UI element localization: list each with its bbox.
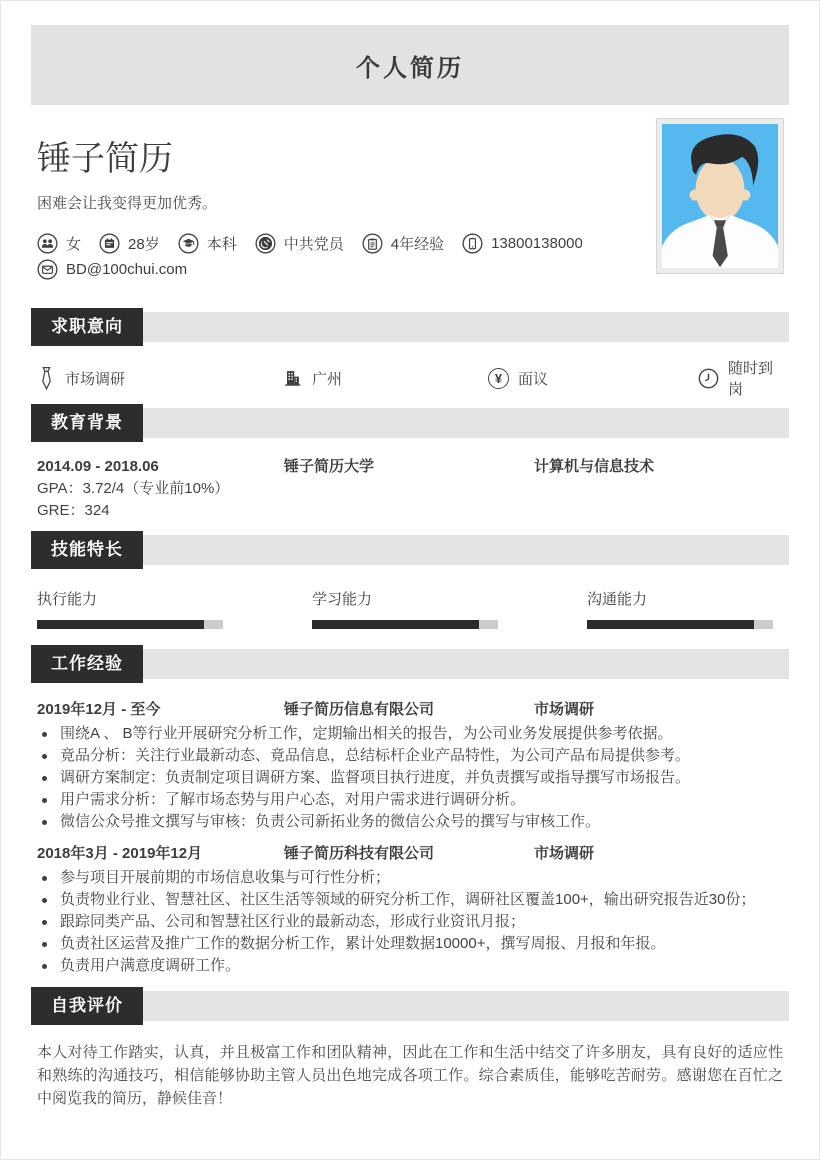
section-skills-header: [31, 531, 789, 569]
job-company: 锤子简历科技有限公司: [284, 845, 435, 862]
job-company: 锤子简历信息有限公司: [284, 701, 435, 718]
skill-bar-track: [312, 620, 498, 629]
job-period: 2019年12月 - 至今: [37, 701, 161, 718]
section-education: [31, 404, 789, 522]
section-evaluation: [31, 987, 789, 1110]
education-gre: GRE：324: [37, 502, 110, 519]
section-evaluation-title: 自我评价: [31, 987, 143, 1025]
skill-bar-fill: [587, 620, 754, 629]
section-intention-title: 求职意向: [31, 308, 143, 346]
info-age-value: 28岁: [128, 235, 160, 253]
section-evaluation-header: [31, 987, 789, 1025]
phone-icon: [462, 233, 483, 254]
intent-position-value: 市场调研: [65, 370, 126, 388]
job-entry-2: [31, 843, 789, 977]
job-headline: [37, 843, 783, 865]
section-header-tail: [143, 649, 789, 679]
intention-row: [31, 360, 789, 398]
info-experience: [362, 233, 444, 254]
job-bullet: 负责用户满意度调研工作。: [37, 955, 783, 977]
info-phone-value: 13800138000: [491, 234, 583, 252]
section-header-tail: [143, 312, 789, 342]
section-header-tail: [143, 991, 789, 1021]
info-party: [255, 233, 344, 254]
basic-info-row-1: [37, 232, 657, 254]
info-gender: [37, 233, 81, 254]
profile-section: [31, 139, 789, 284]
skills-row: [31, 589, 789, 629]
job-entry-1: [31, 699, 789, 833]
section-header-tail: [143, 535, 789, 565]
person-name: 锤子简历: [37, 140, 173, 178]
motto: 困难会让我变得更加优秀。: [37, 195, 218, 212]
section-education-title: 教育背景: [31, 404, 143, 442]
basic-info-row-2: [37, 258, 657, 280]
info-phone: [462, 233, 583, 254]
age-icon: [99, 233, 120, 254]
skill-label: 执行能力: [37, 591, 98, 608]
job-headline: [37, 699, 783, 721]
intent-position: [37, 366, 281, 390]
education-major: 计算机与信息技术: [534, 458, 655, 475]
skill-item: [37, 589, 223, 629]
skill-bar-track: [587, 620, 773, 629]
section-experience-title: 工作经验: [31, 645, 143, 683]
skill-label: 沟通能力: [587, 591, 648, 608]
education-entry: [31, 456, 789, 522]
job-bullet: 负责物业行业、智慧社区、社区生活等领域的研究分析工作，调研社区覆盖100+，输出研究报告近30份；: [37, 889, 783, 911]
building-icon: [281, 367, 303, 389]
job-bullet-list: [37, 867, 783, 977]
tie-icon: [37, 366, 56, 391]
education-school: 锤子简历大学: [284, 458, 375, 475]
info-gender-value: 女: [66, 235, 82, 253]
education-headline: [37, 456, 783, 478]
info-degree: [178, 233, 237, 254]
salary-icon: ¥: [488, 368, 509, 389]
section-intention: [31, 308, 789, 398]
education-period: 2014.09 - 2018.06: [37, 458, 159, 475]
section-skills-title: 技能特长: [31, 531, 143, 569]
basic-info: [37, 232, 657, 280]
job-bullet: 竟品分析：关注行业最新动态、竟品信息，总结标杆企业产品特性，为公司产品布局提供参考。: [37, 745, 783, 767]
job-bullet: 参与项目开展前期的市场信息收集与可行性分析；: [37, 867, 783, 889]
job-bullet: 调研方案制定：负责制定项目调研方案、监督项目执行进度，并负责撰写或指导撰写市场报告。: [37, 767, 783, 789]
job-role: 市场调研: [534, 701, 595, 718]
skill-item: [312, 589, 498, 629]
skill-label: 学习能力: [312, 591, 373, 608]
avatar-illustration: [662, 124, 778, 268]
resume-page: [1, 1, 819, 1110]
skill-item: [587, 589, 773, 629]
experience-icon: [362, 233, 383, 254]
evaluation-text: 本人对待工作踏实，认真，并且极富工作和团队精神，因此在工作和生活中结交了许多朋友，具有良好的适应性和熟练的沟通技巧，相信能够协助主管人员出色地完成各项工作。综合素质佳，能够吃苦耐劳。感谢您在百忙之中阅览我的简历，静候佳音！: [37, 1044, 783, 1107]
info-email: [37, 259, 187, 280]
education-gpa: GPA：3.72/4（专业前10%）: [37, 480, 230, 497]
info-experience-value: 4年经验: [390, 235, 445, 253]
profile-left: [37, 139, 657, 284]
intent-availability-value: 随时到岗: [728, 360, 774, 398]
intent-salary-value: 面议: [518, 370, 549, 388]
gender-icon: [37, 233, 58, 254]
avatar: [657, 119, 783, 273]
info-email-value: BD@100chui.com: [66, 260, 188, 278]
section-experience: [31, 645, 789, 977]
intent-availability: [698, 360, 783, 398]
job-bullet-list: [37, 723, 783, 833]
info-age: [99, 233, 160, 254]
job-bullet: 负责社区运营及推广工作的数据分析工作，累计处理数据10000+，撰写周报、月报和年报。: [37, 933, 783, 955]
page-title: 个人简历: [356, 54, 464, 82]
email-icon: [37, 259, 58, 280]
job-period: 2018年3月 - 2019年12月: [37, 845, 203, 862]
info-degree-value: 本科: [206, 235, 237, 253]
party-icon: [255, 233, 276, 254]
job-bullet: 围绕A 、 B等行业开展研究分析工作，定期输出相关的报告，为公司业务发展提供参考依据。: [37, 723, 783, 745]
intent-city-value: 广州: [312, 370, 343, 388]
clock-icon: [698, 368, 719, 389]
section-experience-header: [31, 645, 789, 683]
job-bullet: 跟踪同类产品、公司和智慧社区行业的最新动态，形成行业资讯月报；: [37, 911, 783, 933]
section-education-header: [31, 404, 789, 442]
page-title-bar: [31, 25, 789, 105]
skill-bar-fill: [37, 620, 204, 629]
skill-bar-fill: [312, 620, 479, 629]
info-party-value: 中共党员: [283, 235, 344, 253]
degree-icon: [178, 233, 199, 254]
section-intention-header: [31, 308, 789, 346]
intent-salary: [488, 366, 698, 390]
job-role: 市场调研: [534, 845, 595, 862]
section-header-tail: [143, 408, 789, 438]
section-skills: [31, 531, 789, 629]
job-bullet: 微信公众号推文撰写与审核：负责公司新拓业务的微信公众号的撰写与审核工作。: [37, 811, 783, 833]
intent-city: [281, 366, 488, 390]
job-bullet: 用户需求分析：了解市场态势与用户心态，对用户需求进行调研分析。: [37, 789, 783, 811]
skill-bar-track: [37, 620, 223, 629]
